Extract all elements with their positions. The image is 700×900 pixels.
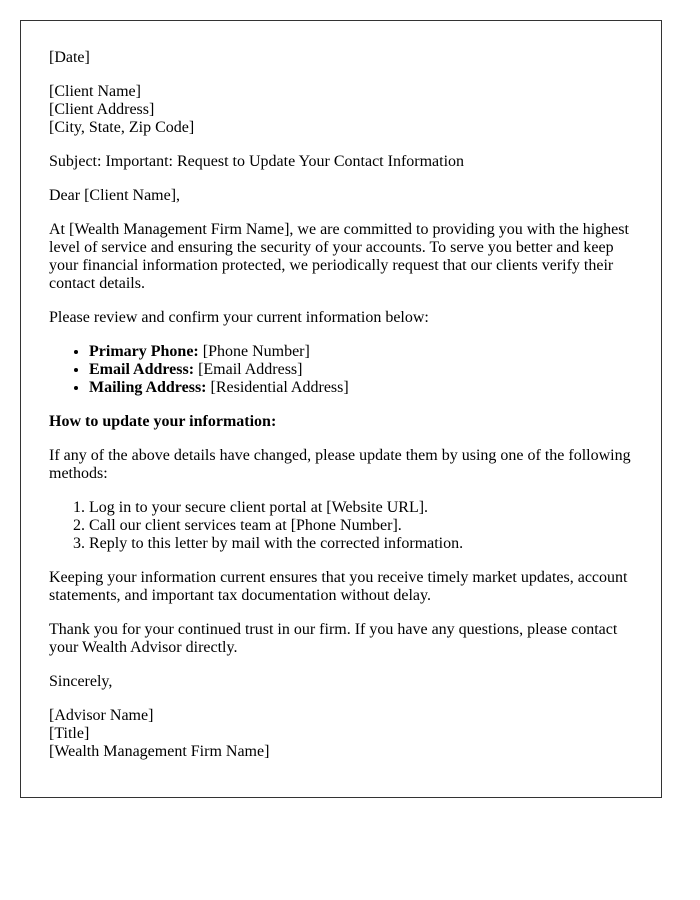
thanks-paragraph: Thank you for your continued trust in our firm. If you have any questions, please contact your Wealth Advisor directly. [49,621,618,656]
importance-paragraph: Keeping your information current ensures that you receive timely market updates, account statements, and important tax documentation without delay. [49,569,628,604]
item-label: Email Address: [89,361,195,378]
recipient-city: [City, State, Zip Code] [49,119,195,136]
heading-text: How to update your information: [49,413,277,430]
list-item: 2. Call our client services team at [Phone Number]. [89,517,633,535]
closing: Sincerely, [49,673,113,690]
review-prompt: Please review and confirm your current information below: [49,309,429,326]
info-list [49,343,633,397]
advisor-name: [Advisor Name] [49,707,154,724]
date: [Date] [49,49,90,66]
signature-block [49,707,633,761]
firm-name: [Wealth Management Firm Name] [49,743,270,760]
recipient-name: [Client Name] [49,83,141,100]
letter [20,20,662,798]
recipient-address: [Client Address] [49,101,155,118]
item-value: [Phone Number] [198,343,310,360]
item-value: [Email Address] [194,361,303,378]
item-value: [Residential Address] [206,379,349,396]
salutation: Dear [Client Name], [49,187,181,204]
item-label: Mailing Address: [89,379,207,396]
list-item [89,361,633,379]
recipient-block [49,83,633,137]
list-item: 3. Reply to this letter by mail with the corrected information. [89,535,633,553]
subject: Subject: Important: Request to Update Your Contact Information [49,153,465,170]
advisor-title: [Title] [49,725,90,742]
item-label: Primary Phone: [89,343,199,360]
list-item [89,343,633,361]
list-item: 1. Log in to your secure client portal at [Website URL]. [89,499,633,517]
methods-list [49,499,633,553]
how-to-heading [49,413,633,431]
how-to-intro: If any of the above details have changed, please update them by using one of the following methods: [49,447,631,482]
intro-paragraph: At [Wealth Management Firm Name], we are committed to providing you with the highest level of service and ensuring the security of your accounts. To serve you better and keep your financial information protected, we periodically request that our clients verify their contact details. [49,221,629,292]
list-item [89,379,633,397]
